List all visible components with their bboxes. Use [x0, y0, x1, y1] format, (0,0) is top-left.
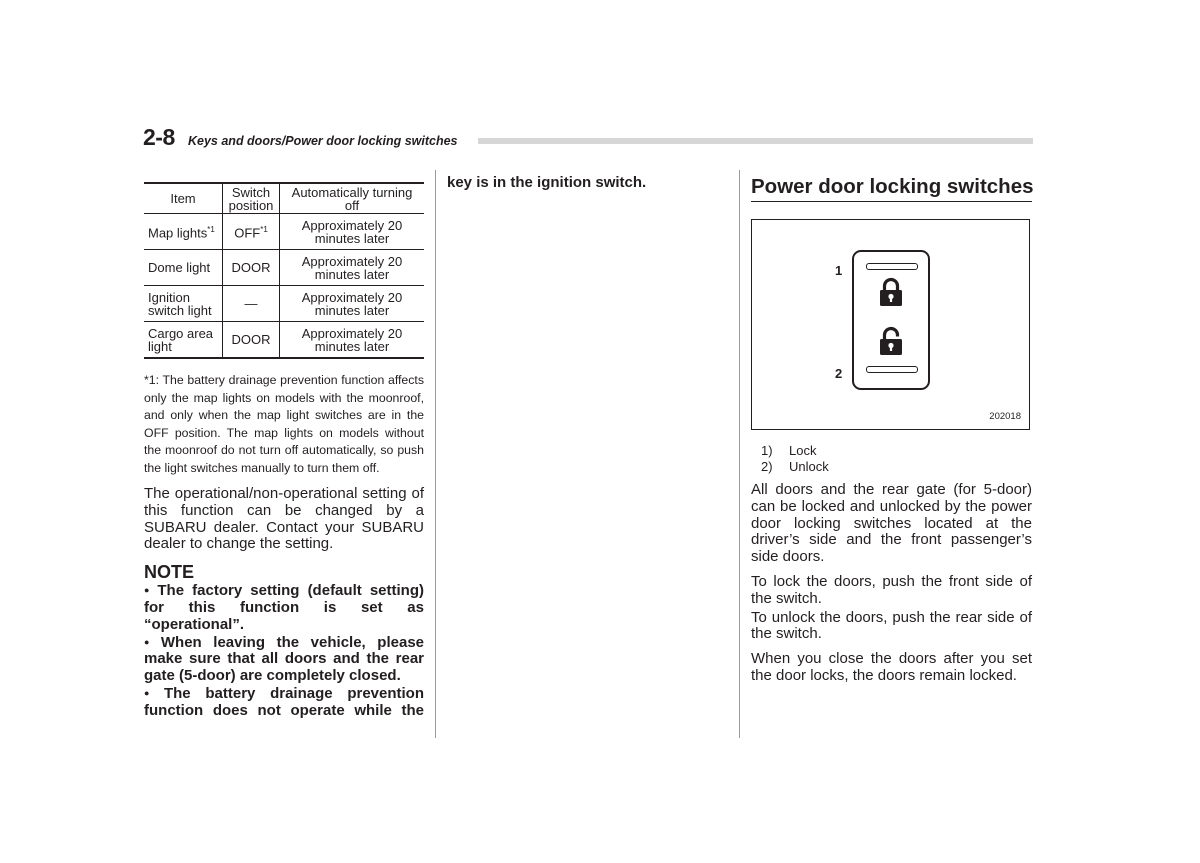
table-cell: Ignition switch light: [144, 286, 223, 322]
section-title: Power door locking switches: [751, 175, 1032, 202]
switch-ridge: [866, 263, 918, 270]
table-cell: OFF$^{*1}$: [223, 214, 280, 250]
column-right: [751, 175, 1032, 685]
table-cell: Approximately 20 minutes later: [280, 322, 425, 359]
column-middle: [447, 175, 727, 192]
table-footnote: *1: The battery drainage prevention function affects only the map lights on models with the moonroof, and only when the map light switches are in the OFF position. The map lights on models without the moonroof do not turn off automatically, so push the light switches manually to turn them off.: [144, 373, 424, 475]
table-cell: DOOR: [223, 322, 280, 359]
section-breadcrumb: Keys and doors/Power door locking switches: [188, 134, 458, 148]
bullet-icon: ●: [144, 636, 157, 647]
table-cell: —: [223, 286, 280, 322]
table-cell: Dome light: [144, 250, 223, 286]
table-header: Automatically turning off: [280, 183, 425, 214]
body-paragraph: All doors and the rear gate (for 5-door) can be locked and unlocked by the power door locking switches located at the driver’s side and the front passenger’s side doors.: [751, 481, 1032, 566]
table-cell: DOOR: [223, 250, 280, 286]
note-item: ● The battery drainage prevention function does not operate while the: [144, 684, 424, 719]
bullet-icon: ●: [144, 585, 154, 596]
figure-callout-1: 1: [835, 263, 843, 278]
table-cell: Approximately 20 minutes later: [280, 250, 425, 286]
lock-open-icon: [878, 326, 904, 356]
table-header-row: [144, 183, 424, 214]
legend-item: 1) Lock: [761, 443, 817, 458]
table-row: [144, 286, 424, 322]
table-cell: Cargo area light: [144, 322, 223, 359]
figure-code: 202018: [989, 411, 1021, 422]
dealer-setting-paragraph: The operational/non-operational setting of this function can be changed by a SUBARU dealer. Contact your SUBARU dealer to change the setting.: [144, 485, 424, 553]
bullet-icon: ●: [144, 687, 160, 698]
note-continuation: key is in the ignition switch.: [447, 174, 647, 191]
table-cell: Approximately 20 minutes later: [280, 286, 425, 322]
light-timer-table: [144, 182, 424, 359]
table-row: [144, 214, 424, 250]
table-header: Item: [144, 183, 223, 214]
body-paragraph: To lock the doors, push the front side of the switch.: [751, 572, 1032, 607]
lock-closed-icon: [878, 277, 904, 307]
switch-ridge: [866, 366, 918, 373]
legend-item: 2) Unlock: [761, 459, 829, 474]
note-heading: NOTE: [144, 562, 195, 583]
note-item: ● When leaving the vehicle, please make sure that all doors and the rear gate (5-door) are completely closed.: [144, 633, 425, 685]
body-paragraph: To unlock the doors, push the rear side of the switch.: [751, 608, 1032, 643]
column-divider: [435, 170, 436, 738]
figure-callout-2: 2: [835, 366, 843, 381]
column-left: [144, 182, 424, 720]
page-number: 2-8: [143, 124, 175, 150]
note-item: ● The factory setting (default setting) for this function is set as “operational”.: [144, 582, 425, 633]
column-divider: [739, 170, 740, 738]
table-cell: Map lights$^{*1}$: [144, 214, 223, 250]
table-row: [144, 250, 424, 286]
body-paragraph: When you close the doors after you set the door locks, the doors remain locked.: [751, 650, 1032, 684]
table-header: Switch position: [223, 183, 280, 214]
page-header: [143, 124, 1033, 154]
door-lock-switch: [852, 250, 930, 390]
switch-figure: [751, 219, 1030, 430]
figure-legend: [751, 443, 1032, 475]
table-row: [144, 322, 424, 359]
table-cell: Approximately 20 minutes later: [280, 214, 425, 250]
header-bar: [478, 138, 1033, 144]
